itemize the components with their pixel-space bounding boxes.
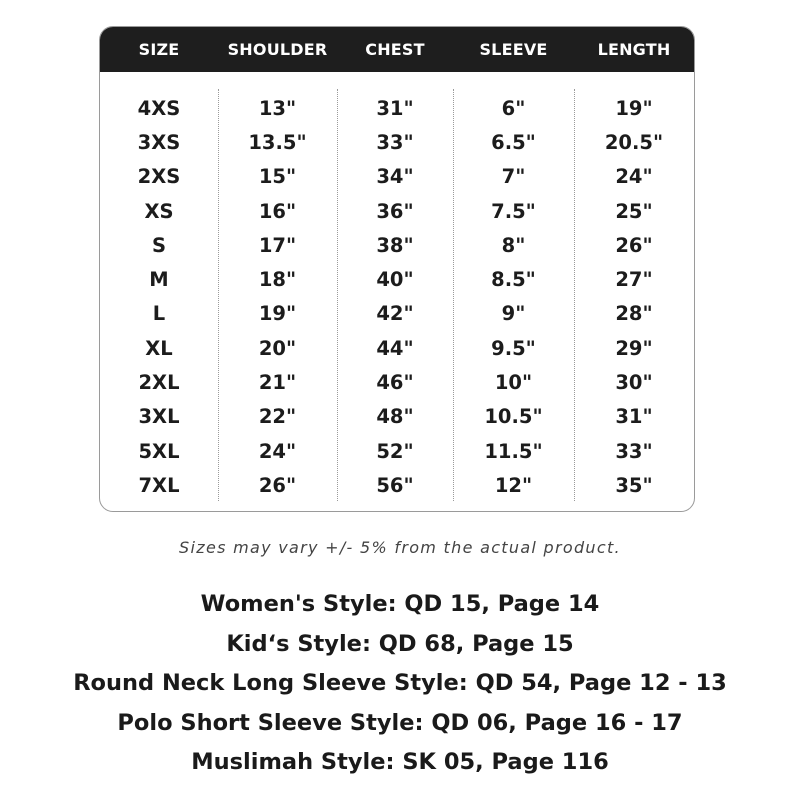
cell-chest: 46" [376, 371, 414, 395]
table-row [100, 160, 694, 194]
cell-sleeve: 7.5" [491, 199, 536, 223]
cell-length: 26" [615, 233, 653, 257]
cell-sleeve: 8" [501, 233, 526, 257]
cell-size: S [151, 233, 167, 257]
style-line: Muslimah Style: SK 05, Page 116 [191, 749, 609, 775]
cell-chest: 40" [376, 268, 414, 292]
cell-chest: 33" [376, 130, 414, 154]
table-header [100, 27, 694, 72]
style-line: Round Neck Long Sleeve Style: QD 54, Page 12 - 13 [73, 670, 727, 696]
cell-shoulder: 20" [258, 336, 297, 360]
table-row [100, 468, 694, 502]
style-line: Kid‘s Style: QD 68, Page 15 [226, 630, 574, 657]
cell-size: 4XS [137, 96, 181, 120]
cell-size: 3XL [138, 405, 180, 429]
cell-shoulder: 24" [258, 439, 297, 463]
cell-size: XS [144, 199, 174, 223]
cell-length: 20.5" [604, 130, 664, 154]
cell-sleeve: 9" [501, 302, 526, 326]
cell-length: 29" [615, 336, 653, 360]
table-body [100, 91, 694, 503]
cell-chest: 31" [376, 96, 414, 120]
cell-length: 31" [615, 405, 653, 429]
table-row [100, 262, 694, 296]
table-row [100, 228, 694, 262]
cell-shoulder: 17" [258, 233, 297, 257]
cell-size: 7XL [138, 473, 180, 497]
cell-shoulder: 13.5" [248, 130, 307, 154]
cell-sleeve: 9.5" [491, 336, 536, 360]
style-line: Polo Short Sleeve Style: QD 06, Page 16 - 17 [117, 709, 683, 736]
cell-sleeve: 8.5" [491, 268, 536, 292]
cell-size: XL [145, 336, 173, 360]
cell-shoulder: 19" [258, 302, 297, 326]
cell-shoulder: 15" [258, 165, 297, 189]
cell-sleeve: 7" [501, 165, 526, 189]
header-sleeve: SLEEVE [479, 40, 548, 59]
cell-chest: 42" [376, 302, 414, 326]
cell-length: 19" [615, 96, 653, 120]
header-size: SIZE [138, 40, 180, 59]
disclaimer-text: Sizes may vary +/- 5% from the actual product. [179, 538, 621, 557]
table-row [100, 297, 694, 331]
cell-sleeve: 6" [501, 96, 526, 120]
table-row [100, 331, 694, 365]
cell-sleeve: 10" [494, 371, 533, 395]
table-row [100, 125, 694, 159]
cell-size: 2XS [137, 165, 181, 189]
style-line: Women's Style: QD 15, Page 14 [200, 591, 600, 617]
table-row [100, 400, 694, 434]
cell-chest: 52" [376, 439, 414, 463]
cell-size: M [149, 268, 169, 292]
header-shoulder: SHOULDER [227, 40, 328, 59]
table-row [100, 194, 694, 228]
cell-chest: 36" [376, 199, 414, 223]
cell-shoulder: 16" [258, 199, 297, 223]
cell-sleeve: 11.5" [484, 439, 543, 463]
cell-shoulder: 22" [258, 405, 297, 429]
cell-length: 27" [615, 268, 653, 292]
cell-length: 25" [615, 199, 653, 223]
cell-size: 3XS [137, 130, 181, 154]
table-row [100, 365, 694, 399]
cell-shoulder: 18" [258, 268, 297, 292]
table-row [100, 91, 694, 125]
cell-size: L [152, 302, 166, 326]
cell-chest: 44" [376, 336, 414, 360]
cell-length: 35" [615, 473, 653, 497]
cell-sleeve: 6.5" [491, 130, 536, 154]
cell-size: 2XL [138, 371, 180, 395]
cell-shoulder: 13" [258, 96, 297, 120]
size-chart [99, 26, 695, 512]
header-length: LENGTH [597, 40, 671, 59]
cell-chest: 48" [376, 405, 414, 429]
cell-shoulder: 21" [258, 371, 297, 395]
cell-chest: 56" [376, 473, 414, 497]
style-reference-list [0, 588, 800, 786]
cell-shoulder: 26" [258, 473, 297, 497]
cell-length: 33" [615, 439, 653, 463]
cell-size: 5XL [138, 439, 180, 463]
cell-chest: 34" [376, 165, 414, 189]
cell-chest: 38" [376, 233, 414, 257]
cell-length: 30" [615, 371, 653, 395]
cell-length: 28" [615, 302, 653, 326]
cell-length: 24" [615, 165, 653, 189]
header-chest: CHEST [365, 40, 425, 59]
cell-sleeve: 10.5" [484, 405, 543, 429]
cell-sleeve: 12" [494, 473, 533, 497]
table-row [100, 434, 694, 468]
